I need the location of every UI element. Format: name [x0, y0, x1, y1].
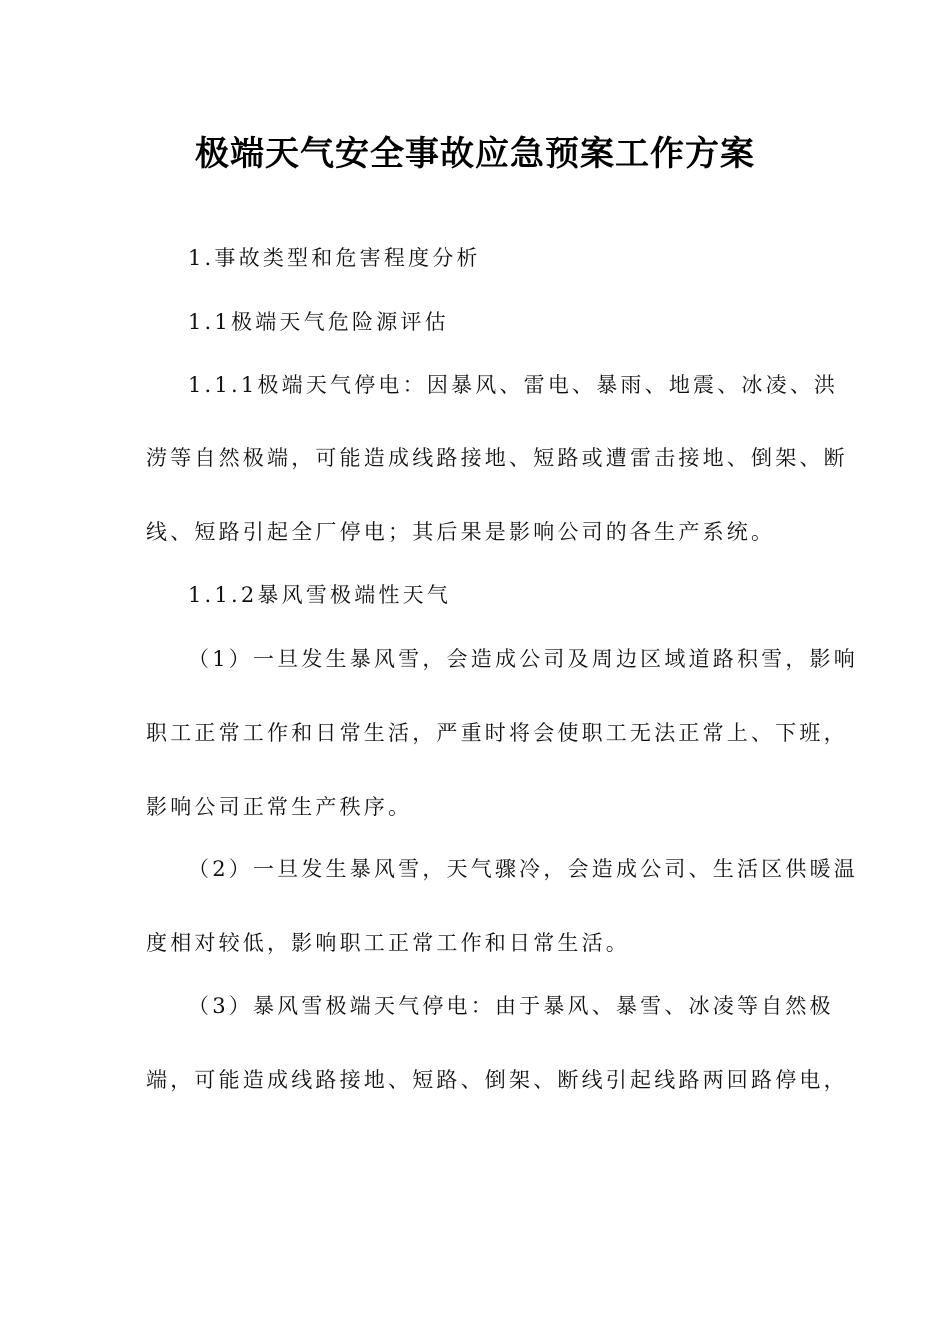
paragraph-line: （1）一旦发生暴风雪，会造成公司及周边区域道路积雪，影响 [188, 647, 858, 671]
paragraph-line: 端，可能造成线路接地、短路、倒架、断线引起线路两回路停电， [146, 1068, 848, 1092]
paragraph-line: 影响公司正常生产秩序。 [146, 795, 413, 819]
paragraph-line: 涝等自然极端，可能造成线路接地、短路或遭雷击接地、倒架、断 [146, 446, 848, 470]
paragraph-line: 1.1.1极端天气停电：因暴风、雷电、暴雨、地震、冰凌、洪 [188, 373, 839, 397]
paragraph-line: 职工正常工作和日常生活，严重时将会使职工无法正常上、下班， [146, 721, 848, 745]
section-heading: 1.事故类型和危害程度分析 [188, 246, 481, 270]
document-title: 极端天气安全事故应急预案工作方案 [195, 134, 755, 174]
subsection-heading: 1.1极端天气危险源评估 [188, 310, 449, 334]
paragraph-line: 线、短路引起全厂停电；其后果是影响公司的各生产系统。 [146, 520, 776, 544]
subsection-heading: 1.1.2暴风雪极端性天气 [188, 583, 452, 607]
paragraph-line: （3）暴风雪极端天气停电：由于暴风、暴雪、冰凌等自然极 [188, 994, 834, 1018]
paragraph-line: （2）一旦发生暴风雪，天气骤冷，会造成公司、生活区供暖温 [188, 857, 858, 881]
paragraph-line: 度相对较低，影响职工正常工作和日常生活。 [146, 931, 630, 955]
